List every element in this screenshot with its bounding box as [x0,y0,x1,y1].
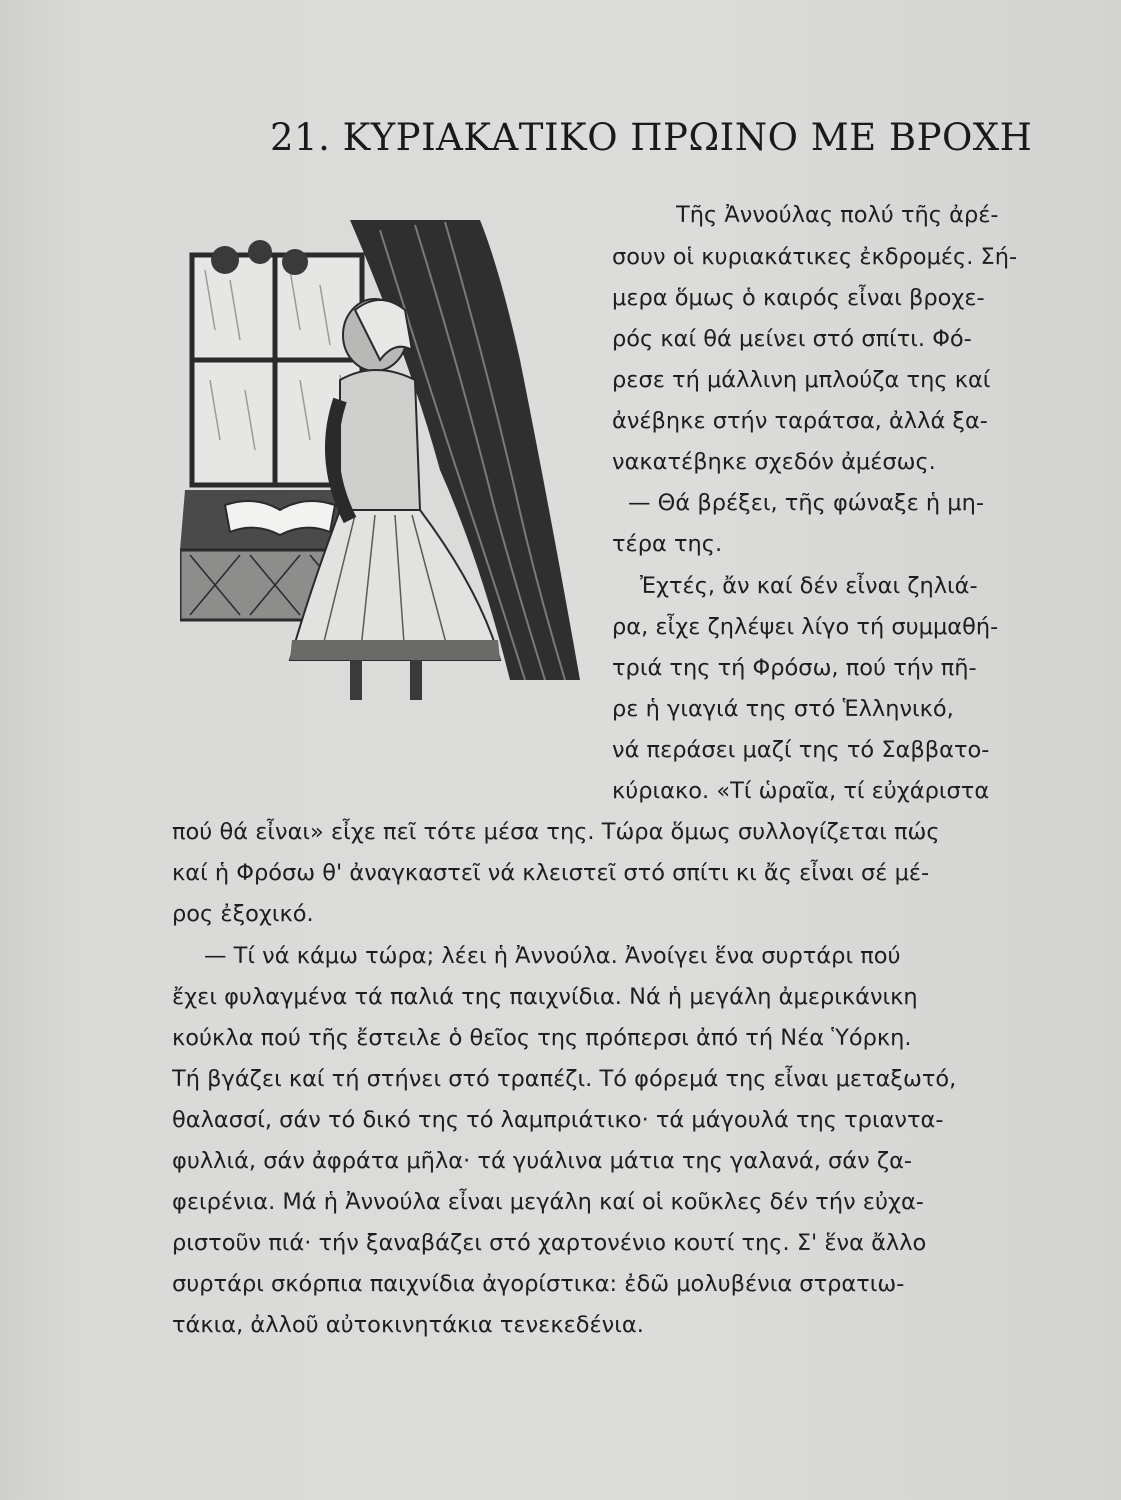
text-line: συρτάρι σκόρπια παιχνίδια ἀγορίστικα: ἐδῶ μολυβένια στρατιω- [172,1271,905,1297]
text-line: πού θά εἶναι» εἶχε πεῖ τότε μέσα της. Τώρα ὅμως συλλογίζεται πώς [172,819,940,845]
text-line: ἀνέβηκε στήν ταράτσα, ἀλλά ξα- [612,408,988,434]
text-line: καί ἡ Φρόσω θ' ἀναγκαστεῖ νά κλειστεῖ στό σπίτι κι ἄς εἶναι σέ μέ- [172,860,930,886]
text-line: — Θά βρέξει, τῆς φώναξε ἡ μη- [628,490,984,516]
text-line: σουν οἱ κυριακάτικες ἐκδρομές. Σή- [612,244,1018,270]
text-line: ἔχει φυλαγμένα τά παλιά της παιχνίδια. Νά ἡ μεγάλη ἀμερικάνικη [172,984,918,1010]
text-line: φειρένια. Μά ἡ Ἀννούλα εἶναι μεγάλη καί οἱ κοῦκλες δέν τήν εὐχα- [172,1189,924,1215]
text-line: ρεσε τή μάλλινη μπλούζα της καί [612,367,991,393]
text-line: φυλλιά, σάν ἀφράτα μῆλα· τά γυάλινα μάτια της γαλανά, σάν ζα- [172,1148,913,1174]
text-line: ρα, εἶχε ζηλέψει λίγο τή συμμαθή- [612,614,999,640]
text-line: ρός καί θά μείνει στό σπίτι. Φό- [612,326,972,352]
text-line: τάκια, ἀλλοῦ αὐτοκινητάκια τενεκεδένια. [172,1312,644,1338]
text-line: Ἐχτές, ἄν καί δέν εἶναι ζηλιά- [640,573,978,599]
text-line: κούκλα πού τῆς ἔστειλε ὁ θεῖος της πρόπερσι ἀπό τή Νέα Ὑόρκη. [172,1025,912,1051]
text-line: ριστοῦν πιά· τήν ξαναβάζει στό χαρτονένιο κουτί της. Σ' ἕνα ἄλλο [172,1230,927,1256]
text-line: ρος ἐξοχικό. [172,901,314,927]
text-line: τριά της τή Φρόσω, πού τήν πῆ- [612,655,977,681]
text-line: Τή βγάζει καί τή στήνει στό τραπέζι. Τό φόρεμά της εἶναι μεταξωτό, [172,1066,957,1092]
text-line: νακατέβηκε σχεδόν ἀμέσως. [612,449,936,475]
chapter-title: 21. ΚΥΡΙΑΚΑΤΙΚΟ ΠΡΩΙΝΟ ΜΕ ΒΡΟΧΗ [270,116,1033,159]
text-line: — Τί νά κάμω τώρα; λέει ἡ Ἀννούλα. Ἀνοίγει ἕνα συρτάρι πού [204,943,901,969]
text-line: θαλασσί, σάν τό δικό της τό λαμπριάτικο· τά μάγουλά της τριαντα- [172,1107,944,1133]
girl-at-window-illustration [180,210,590,710]
text-line: ρε ἡ γιαγιά της στό Ἑλληνικό, [612,696,954,722]
text-line: κύριακο. «Τί ὡραῖα, τί εὐχάριστα [612,778,990,804]
text-line: μερα ὅμως ὁ καιρός εἶναι βροχε- [612,285,985,311]
text-line: Τῆς Ἀννούλας πολύ τῆς ἀρέ- [676,202,999,228]
text-line: νά περάσει μαζί της τό Σαββατο- [612,737,990,763]
text-line: τέρα της. [612,531,723,557]
